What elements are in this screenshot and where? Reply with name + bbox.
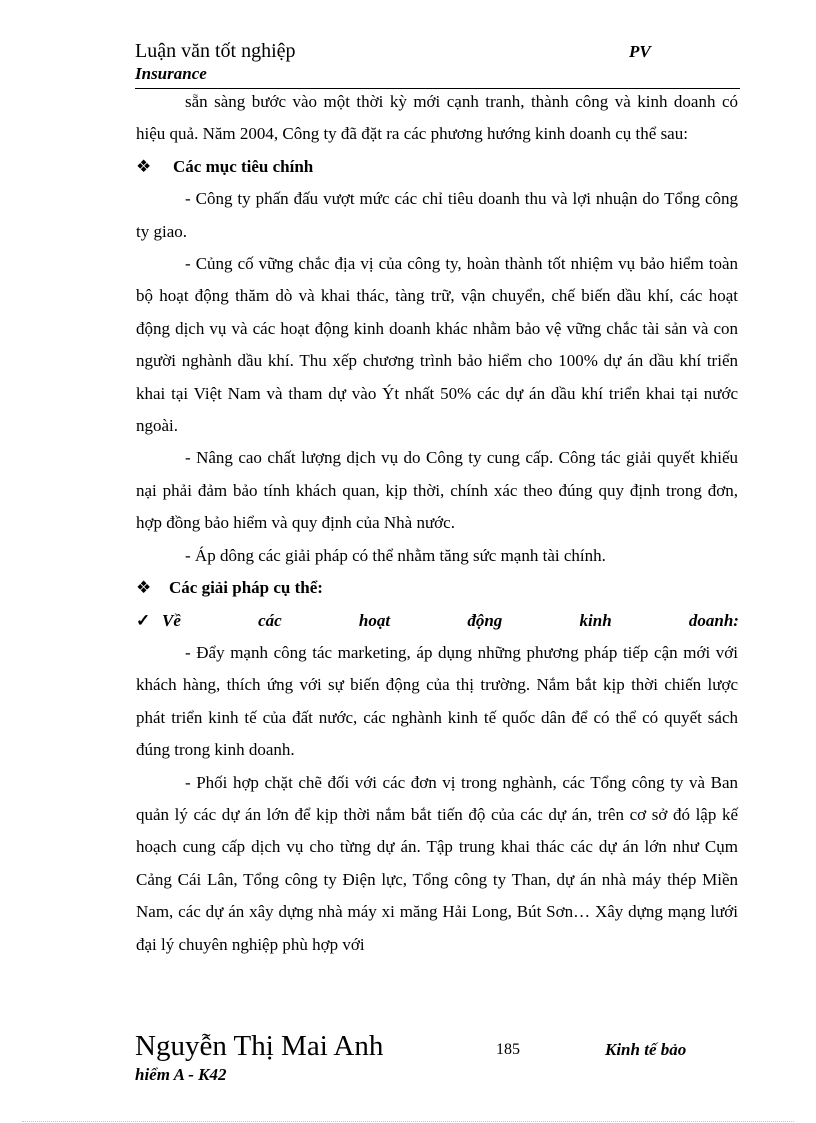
heading-text: Các giải pháp cụ thể: — [169, 578, 323, 598]
checkmark-icon: ✓ — [136, 610, 151, 630]
page-bottom-edge — [22, 1121, 794, 1122]
heading-text: Các mục tiêu chính — [173, 156, 314, 176]
footer-right-label: Kinh tế bảo — [605, 1040, 687, 1059]
page-number: 185 — [496, 1041, 520, 1058]
subheading-word: các — [258, 610, 282, 630]
paragraph-coordination: - Phối hợp chặt chẽ đối với các đơn vị trong nghành, các Tổng công ty và Ban quản lý các dự án lớn để kịp thời nắm bắt tiến độ của các dự án, trên cơ sở đó lập kế hoạch cung cấp dịch vụ cho từng dự án. Tập trung khai thác các dự án lớn như Cụm Cảng Cái Lân, Tổng công ty Điện lực, Tổng công ty Than, dự án nhà máy thép Miền Nam, các dự án xây dựng nhà máy xi măng Hải Long, Bút Sơn… Xây dựng mạng lưới đại lý chuyên nghiệp phù hợp với — [136, 772, 738, 954]
footer-subtitle: hiểm A - K42 — [135, 1065, 227, 1084]
diamond-bullet-icon: ❖ — [136, 156, 152, 176]
subheading-word: doanh: — [688, 610, 739, 630]
subheading-word: Về — [162, 610, 181, 630]
diamond-bullet-icon: ❖ — [136, 578, 152, 598]
paragraph-goal-quality: - Nâng cao chất lượng dịch vụ do Công ty cung cấp. Công tác giải quyết khiếu nại phải đảm bảo tính khách quan, kịp thời, chính xác theo đúng quy định trong đơn, hợp đồng bảo hiểm và quy định của Nhà nước. — [136, 448, 738, 533]
paragraph-goal-consolidate: - Củng cố vững chắc địa vị của công ty, hoàn thành tốt nhiệm vụ bảo hiểm toàn bộ hoạt động thăm dò và khai thác, tàng trữ, vận chuyển, chế biến dầu khí, các hoạt động dịch vụ và các hoạt động kinh doanh khác nhằm bảo vệ vững chắc tài sản và con người nghành dầu khí. Thu xếp chương trình bảo hiểm cho 100% dự án dầu khí triển khai tại Việt Nam và tham dự vào Ýt nhất 50% các dự án dầu khí triển khai tại nước ngoài. — [136, 254, 738, 436]
paragraph-goal-finance: - Áp dông các giải pháp có thể nhằm tăng sức mạnh tài chính. — [185, 545, 606, 565]
paragraph-marketing: - Đẩy mạnh công tác marketing, áp dụng những phương pháp tiếp cận mới với khách hàng, thích ứng với sự biến động của thị trường. Nắm bắt kịp thời chiến lược phát triển kinh tế của đất nước, các nghành kinh tế quốc dân để có thể có quyết sách đúng trong kinh doanh. — [136, 642, 738, 760]
subheading-word: kinh — [579, 610, 612, 630]
header-subtitle: Insurance — [135, 64, 207, 83]
footer-author: Nguyễn Thị Mai Anh — [135, 1030, 384, 1062]
paragraph-goal-revenue: - Công ty phấn đấu vượt mức các chỉ tiêu doanh thu và lợi nhuận do Tổng công ty giao. — [136, 189, 738, 241]
header-right-label: PV — [629, 42, 651, 61]
paragraph-intro: sẵn sàng bước vào một thời kỳ mới cạnh tranh, thành công và kinh doanh có hiệu quả. Năm 2004, Công ty đã đặt ra các phương hướng kinh doanh cụ thể sau: — [136, 92, 738, 144]
subheading-word: hoạt — [358, 610, 391, 630]
section-heading-main-goals — [136, 151, 738, 183]
subheading-words — [162, 605, 739, 637]
subheading-word: động — [467, 610, 503, 630]
header-title: Luận văn tốt nghiệp — [135, 40, 296, 62]
document-body — [136, 86, 738, 961]
subheading-business-activities — [136, 605, 738, 637]
section-heading-solutions — [136, 572, 738, 604]
